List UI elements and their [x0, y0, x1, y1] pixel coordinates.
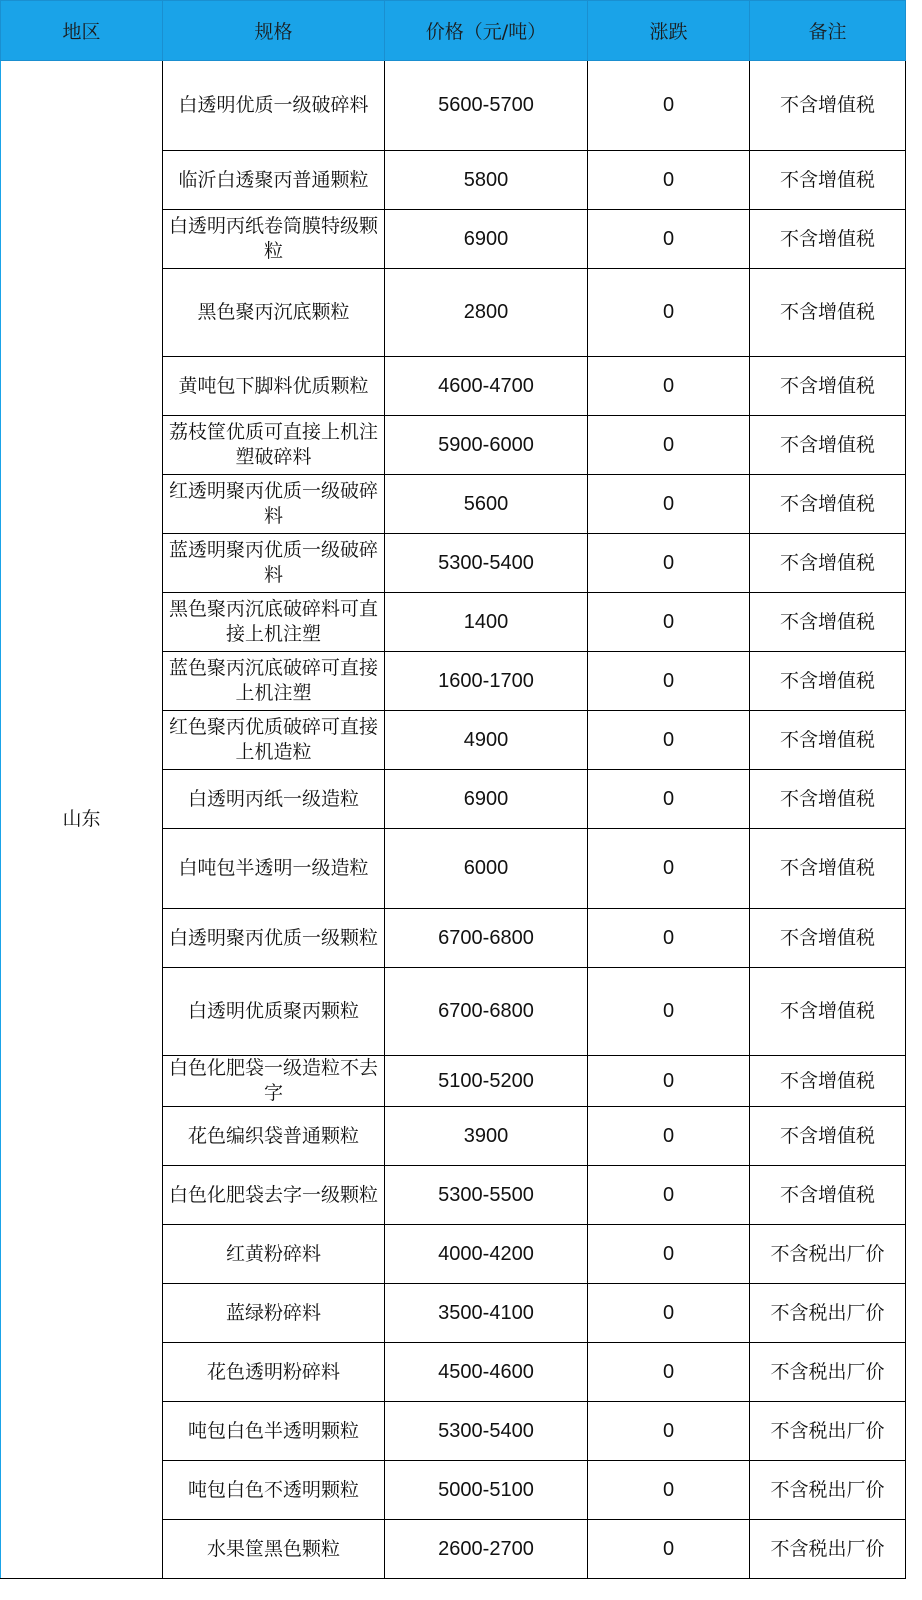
spec-cell: 荔枝筐优质可直接上机注塑破碎料	[163, 416, 385, 475]
price-cell: 6900	[385, 210, 588, 269]
price-cell: 3500-4100	[385, 1284, 588, 1343]
spec-cell: 红透明聚丙优质一级破碎料	[163, 475, 385, 534]
price-cell: 6900	[385, 770, 588, 829]
price-cell: 5600-5700	[385, 61, 588, 151]
spec-cell: 蓝色聚丙沉底破碎可直接上机注塑	[163, 652, 385, 711]
price-cell: 5000-5100	[385, 1461, 588, 1520]
change-cell: 0	[588, 269, 750, 357]
change-cell: 0	[588, 534, 750, 593]
change-cell: 0	[588, 770, 750, 829]
note-cell: 不含增值税	[750, 968, 906, 1056]
region-cell: 山东	[1, 61, 163, 1579]
price-cell: 5100-5200	[385, 1056, 588, 1107]
spec-cell: 白色化肥袋去字一级颗粒	[163, 1166, 385, 1225]
table-body	[1, 61, 906, 1579]
note-cell: 不含增值税	[750, 770, 906, 829]
change-cell: 0	[588, 1284, 750, 1343]
note-cell: 不含增值税	[750, 416, 906, 475]
spec-cell: 白透明优质聚丙颗粒	[163, 968, 385, 1056]
note-cell: 不含税出厂价	[750, 1520, 906, 1579]
header-price: 价格（元/吨）	[385, 1, 588, 61]
note-cell: 不含增值税	[750, 210, 906, 269]
price-cell: 1400	[385, 593, 588, 652]
price-cell: 5900-6000	[385, 416, 588, 475]
change-cell: 0	[588, 416, 750, 475]
change-cell: 0	[588, 593, 750, 652]
header-spec: 规格	[163, 1, 385, 61]
note-cell: 不含增值税	[750, 151, 906, 210]
spec-cell: 黑色聚丙沉底破碎料可直接上机注塑	[163, 593, 385, 652]
change-cell: 0	[588, 652, 750, 711]
spec-cell: 水果筐黑色颗粒	[163, 1520, 385, 1579]
spec-cell: 吨包白色半透明颗粒	[163, 1402, 385, 1461]
price-cell: 5300-5400	[385, 534, 588, 593]
price-cell: 5800	[385, 151, 588, 210]
spec-cell: 白透明丙纸一级造粒	[163, 770, 385, 829]
note-cell: 不含增值税	[750, 269, 906, 357]
note-cell: 不含增值税	[750, 357, 906, 416]
note-cell: 不含税出厂价	[750, 1402, 906, 1461]
change-cell: 0	[588, 210, 750, 269]
price-cell: 1600-1700	[385, 652, 588, 711]
spec-cell: 红黄粉碎料	[163, 1225, 385, 1284]
price-cell: 3900	[385, 1107, 588, 1166]
note-cell: 不含增值税	[750, 1107, 906, 1166]
price-cell: 4600-4700	[385, 357, 588, 416]
change-cell: 0	[588, 711, 750, 770]
change-cell: 0	[588, 1107, 750, 1166]
spec-cell: 花色透明粉碎料	[163, 1343, 385, 1402]
note-cell: 不含税出厂价	[750, 1343, 906, 1402]
note-cell: 不含增值税	[750, 534, 906, 593]
header-region: 地区	[1, 1, 163, 61]
spec-cell: 白色化肥袋一级造粒不去字	[163, 1056, 385, 1107]
change-cell: 0	[588, 475, 750, 534]
change-cell: 0	[588, 968, 750, 1056]
price-cell: 6000	[385, 829, 588, 909]
spec-cell: 吨包白色不透明颗粒	[163, 1461, 385, 1520]
note-cell: 不含增值税	[750, 652, 906, 711]
change-cell: 0	[588, 1056, 750, 1107]
change-cell: 0	[588, 829, 750, 909]
header-row	[1, 1, 906, 61]
change-cell: 0	[588, 1520, 750, 1579]
spec-cell: 临沂白透聚丙普通颗粒	[163, 151, 385, 210]
price-cell: 6700-6800	[385, 968, 588, 1056]
price-cell: 5300-5500	[385, 1166, 588, 1225]
spec-cell: 白透明丙纸卷筒膜特级颗粒	[163, 210, 385, 269]
spec-cell: 红色聚丙优质破碎可直接上机造粒	[163, 711, 385, 770]
note-cell: 不含增值税	[750, 1056, 906, 1107]
note-cell: 不含增值税	[750, 829, 906, 909]
spec-cell: 蓝透明聚丙优质一级破碎料	[163, 534, 385, 593]
note-cell: 不含增值税	[750, 1166, 906, 1225]
price-cell: 5600	[385, 475, 588, 534]
spec-cell: 白透明聚丙优质一级颗粒	[163, 909, 385, 968]
change-cell: 0	[588, 61, 750, 151]
spec-cell: 花色编织袋普通颗粒	[163, 1107, 385, 1166]
change-cell: 0	[588, 1343, 750, 1402]
change-cell: 0	[588, 1461, 750, 1520]
header-change: 涨跌	[588, 1, 750, 61]
spec-cell: 蓝绿粉碎料	[163, 1284, 385, 1343]
price-cell: 6700-6800	[385, 909, 588, 968]
price-cell: 4500-4600	[385, 1343, 588, 1402]
note-cell: 不含增值税	[750, 909, 906, 968]
spec-cell: 白透明优质一级破碎料	[163, 61, 385, 151]
price-cell: 4900	[385, 711, 588, 770]
change-cell: 0	[588, 357, 750, 416]
change-cell: 0	[588, 151, 750, 210]
spec-cell: 白吨包半透明一级造粒	[163, 829, 385, 909]
note-cell: 不含增值税	[750, 475, 906, 534]
note-cell: 不含税出厂价	[750, 1284, 906, 1343]
note-cell: 不含增值税	[750, 593, 906, 652]
price-cell: 4000-4200	[385, 1225, 588, 1284]
table-row	[1, 61, 906, 151]
change-cell: 0	[588, 1402, 750, 1461]
price-cell: 2600-2700	[385, 1520, 588, 1579]
change-cell: 0	[588, 1225, 750, 1284]
note-cell: 不含税出厂价	[750, 1461, 906, 1520]
table-header	[1, 1, 906, 61]
note-cell: 不含增值税	[750, 61, 906, 151]
header-note: 备注	[750, 1, 906, 61]
change-cell: 0	[588, 1166, 750, 1225]
note-cell: 不含增值税	[750, 711, 906, 770]
note-cell: 不含税出厂价	[750, 1225, 906, 1284]
spec-cell: 黑色聚丙沉底颗粒	[163, 269, 385, 357]
change-cell: 0	[588, 909, 750, 968]
spec-cell: 黄吨包下脚料优质颗粒	[163, 357, 385, 416]
price-cell: 5300-5400	[385, 1402, 588, 1461]
price-cell: 2800	[385, 269, 588, 357]
